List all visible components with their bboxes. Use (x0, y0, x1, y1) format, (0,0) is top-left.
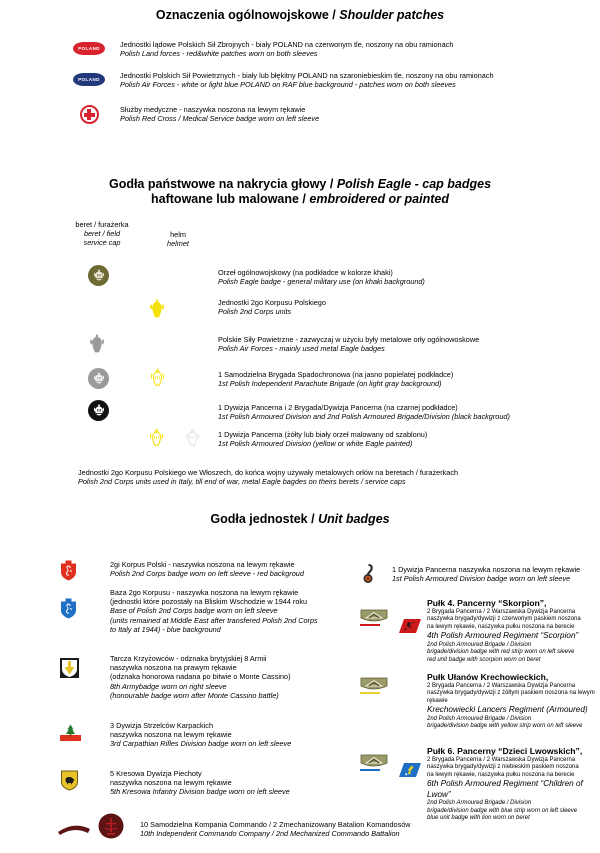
eagle-white-stencil-icon (184, 428, 201, 453)
shoulder-title-pl: Oznaczenia ogólnowojskowe (155, 8, 329, 22)
unit-right-1-line-5: 2nd Polish Armoured Brigade / Division (427, 641, 532, 648)
unit-right-1-line-7: red unit badge with scorpion worn on beret (427, 656, 541, 663)
unit-left-item-3 (110, 721, 342, 749)
unit-left-item-2 (110, 654, 342, 700)
hussar-helmet-glyph (362, 563, 378, 584)
unit-left-4-line-2: 5th Kresowa Infantry Division badge worn on left sleeve (110, 787, 290, 797)
unit-right-item-1 (427, 598, 600, 665)
unit-left-4-line-1: naszywka noszona na lewym rękawie (110, 778, 232, 788)
cap-badges-footnote (78, 468, 558, 486)
lancers-brigade-badge-glyph (358, 674, 390, 698)
unit-badges-title (0, 512, 600, 527)
commando-dagger-glyph (98, 813, 124, 839)
shoulder-land-en: Polish Land forces - red&white patches worn on both sleeves (120, 49, 318, 59)
eagle-glyph-yellow-outline (149, 368, 166, 388)
column-header-helmet (148, 230, 208, 248)
cap-row-stencil (218, 430, 598, 448)
badge-1st-armoured-hussar-helmet-icon (362, 563, 378, 589)
beret-header-pl: beret / furażerka (75, 220, 129, 229)
unit-left-2-line-2: (odznaka honorowa nadana po bitwie o Monte Cassino) (110, 672, 291, 682)
shield-red-mermaid-icon (60, 560, 77, 586)
commando-row-text (140, 820, 600, 838)
badge-scorpion-regiment-icon (358, 606, 390, 635)
helmet-header-en: helmet (167, 239, 189, 249)
eagle-glyph-yellow (148, 298, 166, 320)
shoulder-air-pl: Jednostki Polskich Sił Powietrznych - biały lub błękitny POLAND na szaroniebieskim tle, noszony na obu ramionach (120, 71, 494, 80)
shield-blue-mermaid-icon (60, 598, 77, 624)
shoulder-title-en: Shoulder patches (339, 8, 445, 22)
commando-dagger-disc-icon (98, 813, 124, 844)
shield-blue-glyph (60, 598, 77, 619)
unit-left-2-line-3: 8th Armybadge worn on right sleeve (110, 681, 227, 691)
unit-right-3-line-5: 2nd Polish Armoured Brigade / Division (427, 800, 532, 807)
unit-right-item-0 (392, 565, 600, 583)
lwow-brigade-badge-glyph (358, 751, 390, 775)
unit-left-1-line-3: (units remained at Middle East after transfered Polish 2nd Corps (110, 615, 318, 625)
unit-right-1-line-6: brigade/division badge with red strip worn on left sleeve (427, 649, 575, 656)
cap-title-sep-1: / (326, 177, 337, 191)
eagle-glyph-gray (88, 333, 106, 355)
unit-right-3-line-6: brigade/division badge with blue strip worn on left sleeve (427, 807, 578, 814)
unit-right-2-line-2: naszywka brygady/dywizji z żółtym paskiem noszona na lewym rękawie (427, 690, 595, 704)
shield-crusader-glyph (60, 658, 79, 678)
cap-armoured-en: 1st Polish Armoured Division and 2nd Polish Armoured Brigade/Division (black backgroud) (218, 412, 510, 422)
cap-footnote-pl: Jednostki 2go Korpusu Polskiego we Włoszech, do końca wojny używały metalowych orłów na beretach / furażerkach (78, 468, 459, 477)
unit-right-3-line-1: 2 Brygada Pancerna / 2 Warszawska Dywizja Pancerna (427, 756, 576, 763)
cap-parachute-pl: 1 Samodzielna Brygada Spadochronowa (na jasno popielatej podkładce) (218, 370, 454, 379)
unit-left-2-line-4: (honourable badge worn after Monte Cassino battle) (110, 690, 279, 700)
cap-row-2nd-corps (218, 298, 598, 316)
unit-right-2-line-1: 2 Brygada Pancerna / 2 Warszawska Dywizja Pancerna (427, 682, 576, 689)
badge-krechowiecki-lancers-icon (358, 674, 390, 703)
poland-tab-blue-label: POLAND (78, 77, 100, 82)
commando-arc-glyph (57, 822, 91, 836)
unit-right-3-line-3: na lewym rękawie, naszywka pułku noszona na berecie (427, 771, 575, 778)
commando-pl: 10 Samodzielna Kompania Commando / 2 Zmechanizowany Batalion Komandosów (140, 820, 411, 829)
commando-arc-tab-icon (57, 822, 91, 841)
unit-right-1-line-3: na lewym rękawie, naszywka pułku noszona na berecie (427, 623, 575, 630)
unit-title-pl: Godła jednostek (210, 512, 308, 526)
unit-right-0-line-1: 1st Polish Armoured Division badge worn on left sleeve (392, 574, 571, 584)
shoulder-patches-title (0, 8, 600, 23)
cap-title-en-1: Polish Eagle - cap badges (336, 177, 492, 191)
patch-fir-glyph (60, 723, 81, 741)
eagle-glyph-black-disc (92, 403, 106, 418)
unit-right-2-line-3: Krechowiecki Lancers Regiment (Armoured) (427, 705, 588, 715)
cap-title-pl-2: haftowane lub malowane (151, 192, 299, 206)
shoulder-title-sep: / (328, 8, 340, 22)
cap-stencil-pl: 1 Dywizja Pancerna (żółty lub biały orzeł malowany od szablonu) (218, 430, 428, 439)
unit-right-3-line-7: blue unit badge with lion worn on beret (427, 815, 530, 822)
eagle-glyph-gray-disc (92, 371, 106, 386)
eagle-glyph-white-stencil (184, 428, 201, 448)
unit-left-item-1 (110, 588, 342, 634)
eagle-gray-icon (88, 333, 106, 360)
shield-bison-glyph (60, 770, 79, 791)
shoulder-patch-row-air (58, 71, 593, 89)
cap-general-pl: Orzeł ogólnowojskowy (na podkładce w kolorze khaki) (218, 268, 393, 277)
eagle-glyph-yellow-stencil (148, 428, 165, 448)
unit-left-1-line-2: Base of Polish 2nd Corps badge worn on left sleeve (110, 606, 278, 616)
beret-header-en-1: beret / field (83, 229, 121, 239)
unit-right-item-3 (427, 746, 600, 823)
unit-left-2-line-0: Tarcza Krzyżowców - odznaka brytyjskiej 8 Armii (110, 654, 267, 663)
unit-right-1-line-2: naszywka brygady/dywizji z czerwonym paskiem noszona (427, 616, 581, 623)
cap-footnote-en: Polish 2nd Corps units used in Italy, till end of war, metal Eagle bagdes on theirs berets / service caps (78, 477, 406, 487)
shield-red-glyph (60, 560, 77, 581)
cap-row-armoured (218, 403, 598, 421)
unit-title-en: Unit badges (318, 512, 390, 526)
unit-right-1-line-0: Pułk 4. Pancerny “Skorpion”, (427, 598, 547, 608)
helmet-header-pl: helm (170, 230, 186, 239)
eagle-gray-disc-icon (88, 368, 109, 389)
column-header-beret (62, 220, 142, 248)
scorpion-beret-badge-glyph (398, 617, 422, 635)
badge-scorpion-unit-icon (398, 617, 422, 640)
unit-right-3-line-4: 6th Polish Armoured Regiment “Children of Lwow” (427, 779, 583, 799)
cap-air-force-pl: Polskie Siły Powietrzne - zazwyczaj w użyciu były metalowe orły ogólnowoskowe (218, 335, 480, 344)
unit-left-3-line-1: naszywka noszona na lewym rękawie (110, 730, 232, 740)
unit-title-sep: / (307, 512, 319, 526)
shoulder-patch-row-land (58, 40, 593, 58)
scorpion-brigade-badge-glyph (358, 606, 390, 630)
unit-left-item-0 (110, 560, 340, 578)
unit-left-0-line-1: Polish 2nd Corps badge worn on left sleeve - red backgroud (110, 569, 304, 579)
unit-left-2-line-1: naszywka noszona na prawym rękawie (110, 663, 237, 673)
poland-tab-red-label: POLAND (78, 46, 100, 51)
unit-left-1-line-1: (jednostki które pozostały na Bliskim Wschodzie w 1944 roku (110, 597, 308, 607)
shield-crusader-cross-icon (60, 658, 79, 683)
cap-row-parachute (218, 370, 598, 388)
cap-2nd-corps-pl: Jednostki 2go Korpusu Polskiego (218, 298, 326, 307)
cap-badges-title (0, 177, 600, 207)
badge-lwow-children-regiment-icon (358, 751, 390, 780)
cap-title-en-2: embroidered or painted (309, 192, 449, 206)
cap-row-general (218, 268, 598, 286)
unit-left-1-line-0: Baza 2go Korpusu - naszywka noszona na lewym rękawie (110, 588, 299, 597)
beret-header-en-2: service cap (83, 238, 121, 248)
unit-left-3-line-2: 3rd Carpathian Rifles Division badge worn on left sleeve (110, 739, 292, 749)
eagle-yellow-outline-icon (149, 368, 166, 393)
cap-general-en: Polish Eagle badge - general military use (on khaki background) (218, 277, 425, 287)
unit-right-item-2 (427, 672, 600, 731)
unit-right-3-line-2: naszywka brygady/dywizji z niebieskim paskiem noszona (427, 764, 579, 771)
unit-right-1-line-1: 2 Brygada Pancerna / 2 Warszawska Dywizja Pancerna (427, 608, 576, 615)
cap-title-sep-2: / (298, 192, 310, 206)
eagle-black-disc-icon (88, 400, 109, 421)
shoulder-medical-pl: Służby medyczne - naszywka noszona na lewym rękawie (120, 105, 306, 114)
cap-2nd-corps-en: Polish 2nd Corps units (218, 307, 292, 317)
shoulder-land-pl: Jednostki lądowe Polskich Sił Zbrojnych - biały POLAND na czerwonym tle, noszony na obu ramionach (120, 40, 454, 49)
poland-tab-blue-icon (72, 72, 106, 87)
unit-left-1-line-4: to Italy at 1944) - blue background (110, 624, 221, 634)
shoulder-medical-en: Polish Red Cross / Medical Service badge worn on left sleeve (120, 114, 320, 124)
eagle-glyph-khaki (92, 268, 106, 283)
eagle-yellow-icon (148, 298, 166, 325)
eagle-khaki-disc-icon (88, 265, 109, 286)
cap-stencil-en: 1st Polish Armoured Division (yellow or white Eagle painted) (218, 439, 413, 449)
shoulder-patch-row-medical (58, 105, 593, 124)
unit-right-2-line-4: 2nd Polish Armoured Brigade / Division (427, 715, 532, 722)
unit-right-2-line-0: Pułk Ułanów Krechowieckich, (427, 672, 549, 682)
unit-right-0-line-0: 1 Dywizja Pancerna naszywka noszona na lewym rękawie (392, 565, 581, 574)
unit-left-0-line-0: 2gi Korpus Polski - naszywka noszona na lewym rękawie (110, 560, 295, 569)
poland-tab-red-icon (72, 41, 106, 56)
commando-en: 10th Independent Commando Company / 2nd Mechanized Commando Battalion (140, 829, 400, 839)
unit-right-2-line-5: brigade/division badge with yellow strip worn on left sleeve (427, 723, 583, 730)
cap-title-pl-1: Godła państwowe na nakrycia głowy (108, 177, 327, 191)
unit-right-1-line-4: 4th Polish Armoured Regiment “Scorpion” (427, 631, 579, 641)
cap-parachute-en: 1st Polish Independent Parachute Brigade (on light gray background) (218, 379, 442, 389)
lwow-beret-badge-glyph (398, 761, 422, 779)
unit-left-4-line-0: 5 Kresowa Dywizja Piechoty (110, 769, 202, 778)
unit-right-3-line-0: Pułk 6. Pancerny “Dzieci Lwowskich”, (427, 746, 583, 756)
shield-yellow-bison-icon (60, 770, 79, 796)
eagle-yellow-white-pair-icon (148, 428, 165, 453)
cap-armoured-pl: 1 Dywizja Pancerna i 2 Brygada/Dywizja Pancerna (na czarnej podkładce) (218, 403, 458, 412)
badge-lwow-lion-icon (398, 761, 422, 784)
shoulder-air-en: Polish Air Forces - white or light blue POLAND on RAF blue background - patches worn on both sleeves (120, 80, 456, 90)
patch-carpathian-fir-icon (60, 723, 81, 746)
unit-left-3-line-0: 3 Dywizja Strzelców Karpackich (110, 721, 214, 730)
unit-left-item-4 (110, 769, 342, 797)
cap-row-air-force (218, 335, 598, 353)
red-cross-icon (80, 105, 99, 124)
cap-air-force-en: Polish Air Forces - mainly used metal Eagle badges (218, 344, 385, 354)
